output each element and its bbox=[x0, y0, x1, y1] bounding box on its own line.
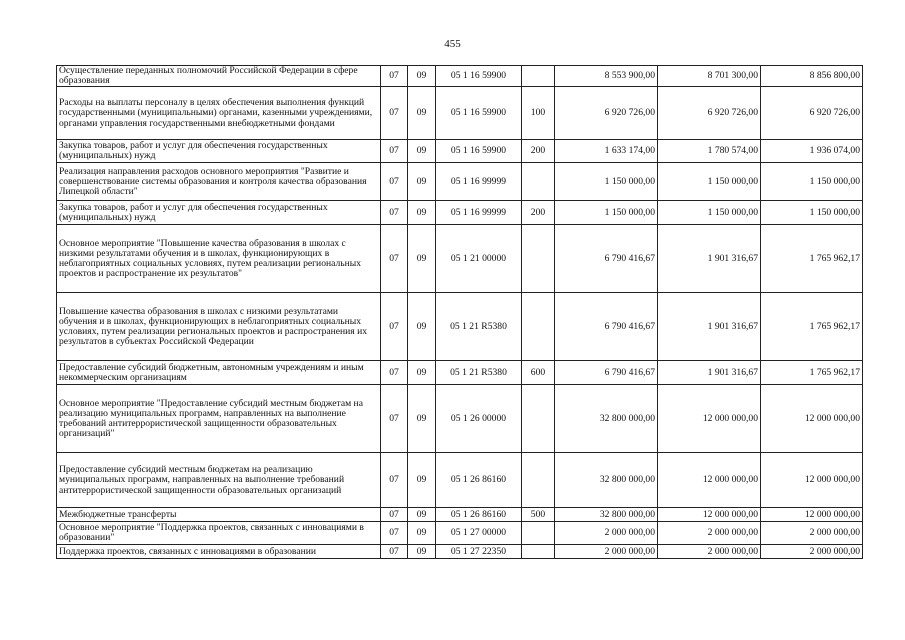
row-amount-year-1: 1 633 174,00 bbox=[555, 140, 658, 163]
table-row bbox=[57, 508, 863, 522]
row-target-code: 05 1 16 59900 bbox=[436, 87, 522, 140]
row-section: 07 bbox=[381, 385, 408, 453]
row-subsection: 09 bbox=[408, 361, 436, 385]
row-section: 07 bbox=[381, 293, 408, 361]
row-amount-year-1: 32 800 000,00 bbox=[555, 385, 658, 453]
row-name: Основное мероприятие "Повышение качества образования в школах с низкими результатами обучения и в школах, функционирующих в неблагоприятных социальных условиях, путем реализации региональных проектов и распространение их результатов" bbox=[57, 225, 381, 293]
row-amount-year-1: 6 790 416,67 bbox=[555, 361, 658, 385]
row-amount-year-1: 6 790 416,67 bbox=[555, 225, 658, 293]
row-section: 07 bbox=[381, 522, 408, 545]
table-row bbox=[57, 522, 863, 545]
row-amount-year-1: 32 800 000,00 bbox=[555, 453, 658, 508]
row-expense-type: 200 bbox=[522, 140, 555, 163]
row-name: Осуществление переданных полномочий Российской Федерации в сфере образования bbox=[57, 66, 381, 87]
row-section: 07 bbox=[381, 545, 408, 559]
row-amount-year-1: 32 800 000,00 bbox=[555, 508, 658, 522]
row-expense-type: 600 bbox=[522, 361, 555, 385]
row-subsection: 09 bbox=[408, 293, 436, 361]
table-row bbox=[57, 453, 863, 508]
row-amount-year-2: 1 150 000,00 bbox=[658, 163, 761, 201]
row-amount-year-3: 1 765 962,17 bbox=[761, 293, 863, 361]
row-amount-year-3: 12 000 000,00 bbox=[761, 385, 863, 453]
row-subsection: 09 bbox=[408, 508, 436, 522]
row-section: 07 bbox=[381, 87, 408, 140]
table-row bbox=[57, 201, 863, 225]
row-amount-year-1: 2 000 000,00 bbox=[555, 522, 658, 545]
row-amount-year-1: 2 000 000,00 bbox=[555, 545, 658, 559]
row-section: 07 bbox=[381, 225, 408, 293]
row-section: 07 bbox=[381, 361, 408, 385]
row-amount-year-1: 1 150 000,00 bbox=[555, 201, 658, 225]
row-target-code: 05 1 16 99999 bbox=[436, 163, 522, 201]
row-name: Повышение качества образования в школах с низкими результатами обучения и в школах, функционирующих в неблагоприятных социальных условиях, путем реализации региональных проектов и распространения их результатов в субъектах Российской Федерации bbox=[57, 293, 381, 361]
row-amount-year-2: 12 000 000,00 bbox=[658, 453, 761, 508]
row-expense-type bbox=[522, 163, 555, 201]
row-amount-year-1: 6 790 416,67 bbox=[555, 293, 658, 361]
row-amount-year-3: 8 856 800,00 bbox=[761, 66, 863, 87]
row-subsection: 09 bbox=[408, 87, 436, 140]
table-row bbox=[57, 66, 863, 87]
table-row bbox=[57, 545, 863, 559]
row-expense-type bbox=[522, 453, 555, 508]
row-amount-year-2: 1 901 316,67 bbox=[658, 225, 761, 293]
table-row bbox=[57, 87, 863, 140]
row-section: 07 bbox=[381, 508, 408, 522]
row-target-code: 05 1 27 22350 bbox=[436, 545, 522, 559]
row-amount-year-2: 12 000 000,00 bbox=[658, 385, 761, 453]
row-expense-type bbox=[522, 522, 555, 545]
row-amount-year-3: 1 936 074,00 bbox=[761, 140, 863, 163]
row-expense-type: 100 bbox=[522, 87, 555, 140]
row-name: Основное мероприятие "Поддержка проектов, связанных с инновациями в образовании" bbox=[57, 522, 381, 545]
row-amount-year-3: 1 150 000,00 bbox=[761, 163, 863, 201]
row-name: Расходы на выплаты персоналу в целях обеспечения выполнения функций государственными (муниципальными) органами, казенными учреждениями, органами управления государственными внебюджетными фондами bbox=[57, 87, 381, 140]
row-name: Межбюджетные трансферты bbox=[57, 508, 381, 522]
table-row bbox=[57, 361, 863, 385]
row-amount-year-1: 8 553 900,00 bbox=[555, 66, 658, 87]
row-amount-year-3: 6 920 726,00 bbox=[761, 87, 863, 140]
table-row bbox=[57, 293, 863, 361]
row-section: 07 bbox=[381, 453, 408, 508]
row-expense-type bbox=[522, 545, 555, 559]
row-subsection: 09 bbox=[408, 545, 436, 559]
row-amount-year-2: 1 901 316,67 bbox=[658, 293, 761, 361]
row-target-code: 05 1 26 86160 bbox=[436, 508, 522, 522]
row-subsection: 09 bbox=[408, 201, 436, 225]
table-row bbox=[57, 140, 863, 163]
row-name: Закупка товаров, работ и услуг для обеспечения государственных (муниципальных) нужд bbox=[57, 140, 381, 163]
row-subsection: 09 bbox=[408, 225, 436, 293]
row-target-code: 05 1 16 99999 bbox=[436, 201, 522, 225]
row-expense-type bbox=[522, 225, 555, 293]
row-target-code: 05 1 16 59900 bbox=[436, 66, 522, 87]
row-amount-year-3: 12 000 000,00 bbox=[761, 453, 863, 508]
row-amount-year-3: 2 000 000,00 bbox=[761, 522, 863, 545]
row-name: Основное мероприятие "Предоставление субсидий местным бюджетам на реализацию муниципальных программ, направленных на выполнение требований антитеррористической защищенности образовательных организаций" bbox=[57, 385, 381, 453]
row-target-code: 05 1 21 00000 bbox=[436, 225, 522, 293]
row-section: 07 bbox=[381, 163, 408, 201]
row-section: 07 bbox=[381, 140, 408, 163]
page-number: 455 bbox=[444, 38, 461, 50]
row-subsection: 09 bbox=[408, 385, 436, 453]
row-amount-year-2: 1 150 000,00 bbox=[658, 201, 761, 225]
row-target-code: 05 1 26 00000 bbox=[436, 385, 522, 453]
row-amount-year-2: 12 000 000,00 bbox=[658, 508, 761, 522]
row-name: Закупка товаров, работ и услуг для обеспечения государственных (муниципальных) нужд bbox=[57, 201, 381, 225]
row-amount-year-3: 12 000 000,00 bbox=[761, 508, 863, 522]
row-expense-type: 200 bbox=[522, 201, 555, 225]
row-amount-year-3: 1 150 000,00 bbox=[761, 201, 863, 225]
table-row bbox=[57, 163, 863, 201]
row-amount-year-2: 2 000 000,00 bbox=[658, 522, 761, 545]
row-target-code: 05 1 26 86160 bbox=[436, 453, 522, 508]
table-row bbox=[57, 225, 863, 293]
row-amount-year-1: 6 920 726,00 bbox=[555, 87, 658, 140]
row-subsection: 09 bbox=[408, 66, 436, 87]
row-amount-year-2: 1 780 574,00 bbox=[658, 140, 761, 163]
budget-table bbox=[56, 65, 863, 559]
row-expense-type bbox=[522, 385, 555, 453]
row-subsection: 09 bbox=[408, 522, 436, 545]
row-amount-year-2: 8 701 300,00 bbox=[658, 66, 761, 87]
row-target-code: 05 1 27 00000 bbox=[436, 522, 522, 545]
row-amount-year-3: 1 765 962,17 bbox=[761, 361, 863, 385]
row-subsection: 09 bbox=[408, 453, 436, 508]
row-amount-year-2: 1 901 316,67 bbox=[658, 361, 761, 385]
row-target-code: 05 1 21 R5380 bbox=[436, 293, 522, 361]
row-amount-year-1: 1 150 000,00 bbox=[555, 163, 658, 201]
row-expense-type bbox=[522, 66, 555, 87]
row-amount-year-2: 2 000 000,00 bbox=[658, 545, 761, 559]
table-row bbox=[57, 385, 863, 453]
row-name: Предоставление субсидий бюджетным, автономным учреждениям и иным некоммерческим организациям bbox=[57, 361, 381, 385]
row-target-code: 05 1 16 59900 bbox=[436, 140, 522, 163]
row-subsection: 09 bbox=[408, 140, 436, 163]
row-section: 07 bbox=[381, 201, 408, 225]
row-target-code: 05 1 21 R5380 bbox=[436, 361, 522, 385]
row-name: Поддержка проектов, связанных с инновациями в образовании bbox=[57, 545, 381, 559]
row-amount-year-3: 1 765 962,17 bbox=[761, 225, 863, 293]
row-amount-year-2: 6 920 726,00 bbox=[658, 87, 761, 140]
row-expense-type bbox=[522, 293, 555, 361]
row-name: Предоставление субсидий местным бюджетам на реализацию муниципальных программ, направленных на выполнение требований антитеррористической защищенности образовательных организаций bbox=[57, 453, 381, 508]
row-subsection: 09 bbox=[408, 163, 436, 201]
row-amount-year-3: 2 000 000,00 bbox=[761, 545, 863, 559]
row-expense-type: 500 bbox=[522, 508, 555, 522]
row-name: Реализация направления расходов основного мероприятия "Развитие и совершенствование системы образования и контроля качества образования Липецкой области" bbox=[57, 163, 381, 201]
row-section: 07 bbox=[381, 66, 408, 87]
